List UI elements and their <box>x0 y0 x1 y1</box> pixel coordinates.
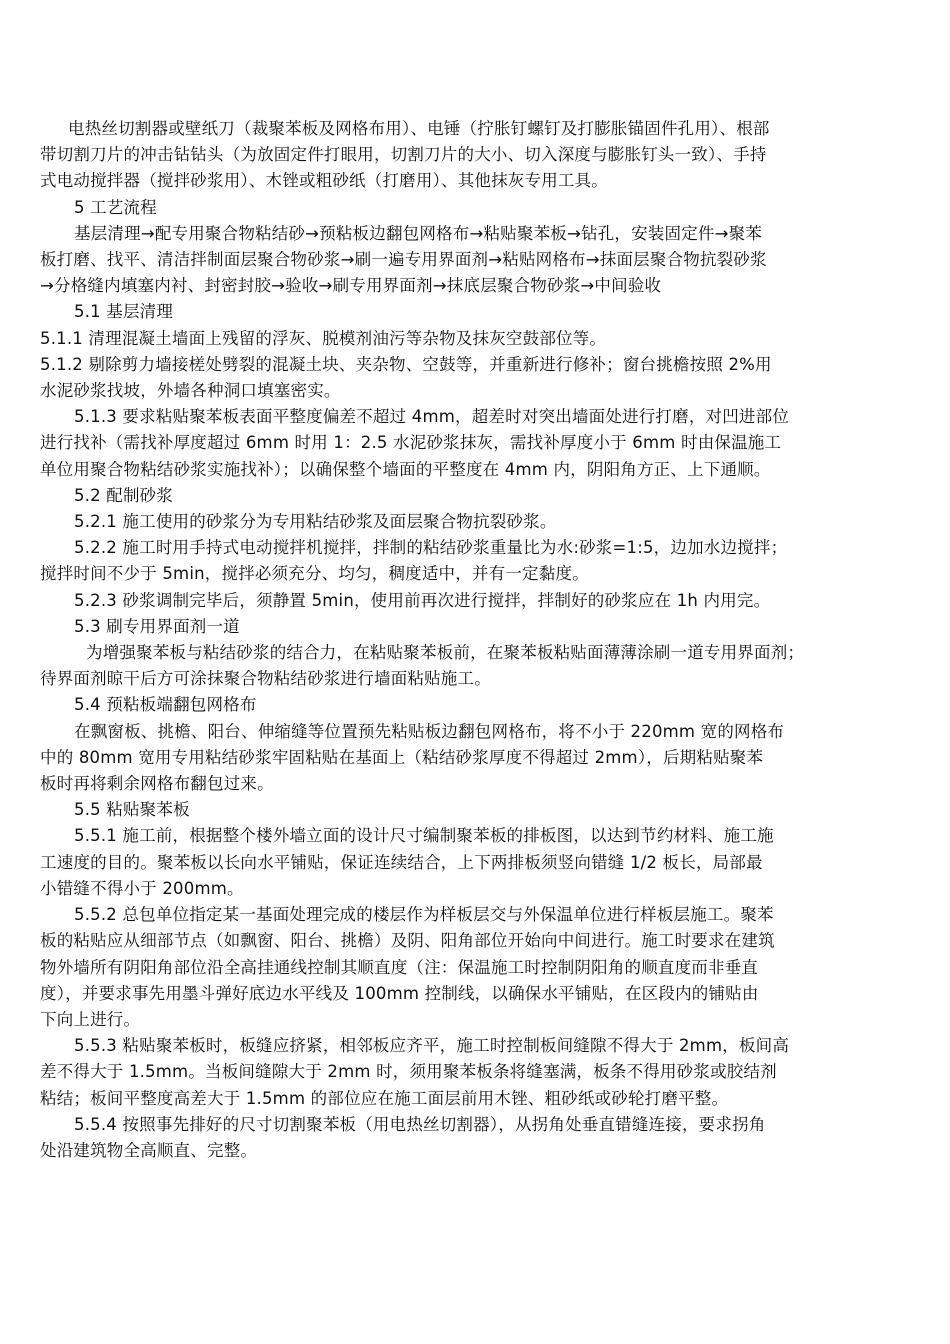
text-line: 进行找补（需找补厚度超过 6mm 时用 1：2.5 水泥砂浆抹灰，需找补厚度小于 6mm 时由保温施工 <box>40 433 782 453</box>
text-line: 小错缝不得小于 200mm。 <box>40 878 244 898</box>
text-line: 5.1.2 剔除剪力墙接槎处劈裂的混凝土块、夹杂物、空鼓等，并重新进行修补；窗台挑檐按照 2%用 <box>40 354 772 374</box>
text-line: 5 工艺流程 <box>74 197 157 217</box>
text-line: 基层清理→配专用聚合物粘结砂→预粘板边翻包网格布→粘贴聚苯板→钻孔，安装固定件→聚苯 <box>74 223 763 243</box>
text-line: 度），并要求事先用墨斗弹好底边水平线及 100mm 控制线，以确保水平铺贴，在区段内的铺贴由 <box>40 983 759 1003</box>
text-line: 物外墙所有阴阳角部位沿全高挂通线控制其顺直度（注：保温施工时控制阴阳角的顺直度而非垂直 <box>40 957 759 977</box>
text-line: 中的 80mm 宽用专用粘结砂浆牢固粘贴在基面上（粘结砂浆厚度不得超过 2mm），后期粘贴聚苯 <box>40 747 764 767</box>
text-line: 5.5.1 施工前，根据整个楼外墙立面的设计尺寸编制聚苯板的排板图，以达到节约材料、施工施 <box>74 826 774 846</box>
text-line: 待界面剂晾干后方可涂抹聚合物粘结砂浆进行墙面粘贴施工。 <box>40 669 491 689</box>
text-line: 5.2.1 施工使用的砂浆分为专用粘结砂浆及面层聚合物抗裂砂浆。 <box>74 512 557 532</box>
text-line: 5.5 粘贴聚苯板 <box>74 800 190 820</box>
text-line: 5.2 配制砂浆 <box>74 485 174 505</box>
text-line: 在飘窗板、挑檐、阳台、伸缩缝等位置预先粘贴板边翻包网格布，将不小于 220mm 宽的网格布 <box>74 721 785 741</box>
text-line: 工速度的目的。聚苯板以长向水平铺贴，保证连续结合，上下两排板须竖向错缝 1/2 板长，局部最 <box>40 852 763 872</box>
text-line: →分格缝内填塞内衬、封密封胶→验收→刷专用界面剂→抹底层聚合物砂浆→中间验收 <box>40 276 662 296</box>
text-line: 5.5.4 按照事先排好的尺寸切割聚苯板（用电热丝切割器），从拐角处垂直错缝连接，要求拐角 <box>74 1114 766 1134</box>
text-line: 处沿建筑物全高顺直、完整。 <box>40 1140 258 1160</box>
text-line: 式电动搅拌器（搅拌砂浆用）、木锉或粗砂纸（打磨用）、其他抹灰专用工具。 <box>40 171 608 191</box>
text-line: 5.4 预粘板端翻包网格布 <box>74 695 257 715</box>
text-line: 5.1.1 清理混凝土墙面上残留的浮灰、脱模剂油污等杂物及抹灰空鼓部位等。 <box>40 328 607 348</box>
text-line: 水泥砂浆找坡，外墙各种洞口填塞密实。 <box>40 381 341 401</box>
text-line: 搅拌时间不少于 5min，搅拌必须充分、均匀，稠度适中，并有一定黏度。 <box>40 564 589 584</box>
text-line: 5.5.2 总包单位指定某一基面处理完成的楼层作为样板层交与外保温单位进行样板层施工。聚苯 <box>74 905 774 925</box>
text-line: 5.1.3 要求粘贴聚苯板表面平整度偏差不超过 4mm，超差时对突出墙面处进行打磨，对凹进部位 <box>74 407 790 427</box>
text-line: 板打磨、找平、清洁拌制面层聚合物砂浆→刷一遍专用界面剂→粘贴网格布→抹面层聚合物抗裂砂浆 <box>40 250 767 270</box>
text-line: 差不得大于 1.5mm。当板间缝隙大于 2mm 时，须用聚苯板条将缝塞满，板条不得用砂浆或胶结剂 <box>40 1062 777 1082</box>
text-line: 下向上进行。 <box>40 1009 141 1029</box>
text-line: 5.5.3 粘贴聚苯板时，板缝应挤紧，相邻板应齐平，施工时控制板间缝隙不得大于 2mm，板间高 <box>74 1036 790 1056</box>
text-line: 5.2.3 砂浆调制完毕后，须静置 5min，使用前再次进行搅拌，拌制好的砂浆应在 1h 内用完。 <box>74 590 771 610</box>
text-line: 电热丝切割器或壁纸刀（裁聚苯板及网格布用）、电锤（拧胀钉螺钉及打膨胀锚固件孔用）、根部 <box>68 119 770 138</box>
text-line: 为增强聚苯板与粘结砂浆的结合力，在粘贴聚苯板前，在聚苯板粘贴面薄薄涂刷一道专用界面剂； <box>86 643 805 663</box>
text-line: 5.1 基层清理 <box>74 302 174 322</box>
text-line: 5.2.2 施工时用手持式电动搅拌机搅拌，拌制的粘结砂浆重量比为水:砂浆=1:5，边加水边搅拌； <box>74 538 788 558</box>
text-line: 5.3 刷专用界面剂一道 <box>74 616 240 636</box>
text-line: 板时再将剩余网格布翻包过来。 <box>40 774 274 794</box>
text-line: 粘结；板间平整度高差大于 1.5mm 的部位应在施工面层前用木锉、粗砂纸或砂轮打磨平整。 <box>40 1088 729 1108</box>
text-line: 带切割刀片的冲击钻钻头（为放固定件打眼用，切割刀片的大小、切入深度与膨胀钉头一致）、手持 <box>40 145 767 165</box>
text-line: 单位用聚合物粘结砂浆实施找补）；以确保整个墙面的平整度在 4mm 内，阴阳角方正、上下通顺。 <box>40 459 771 479</box>
text-line: 板的粘贴应从细部节点（如飘窗、阳台、挑檐）及阴、阳角部位开始向中间进行。施工时要求在建筑 <box>40 931 775 951</box>
